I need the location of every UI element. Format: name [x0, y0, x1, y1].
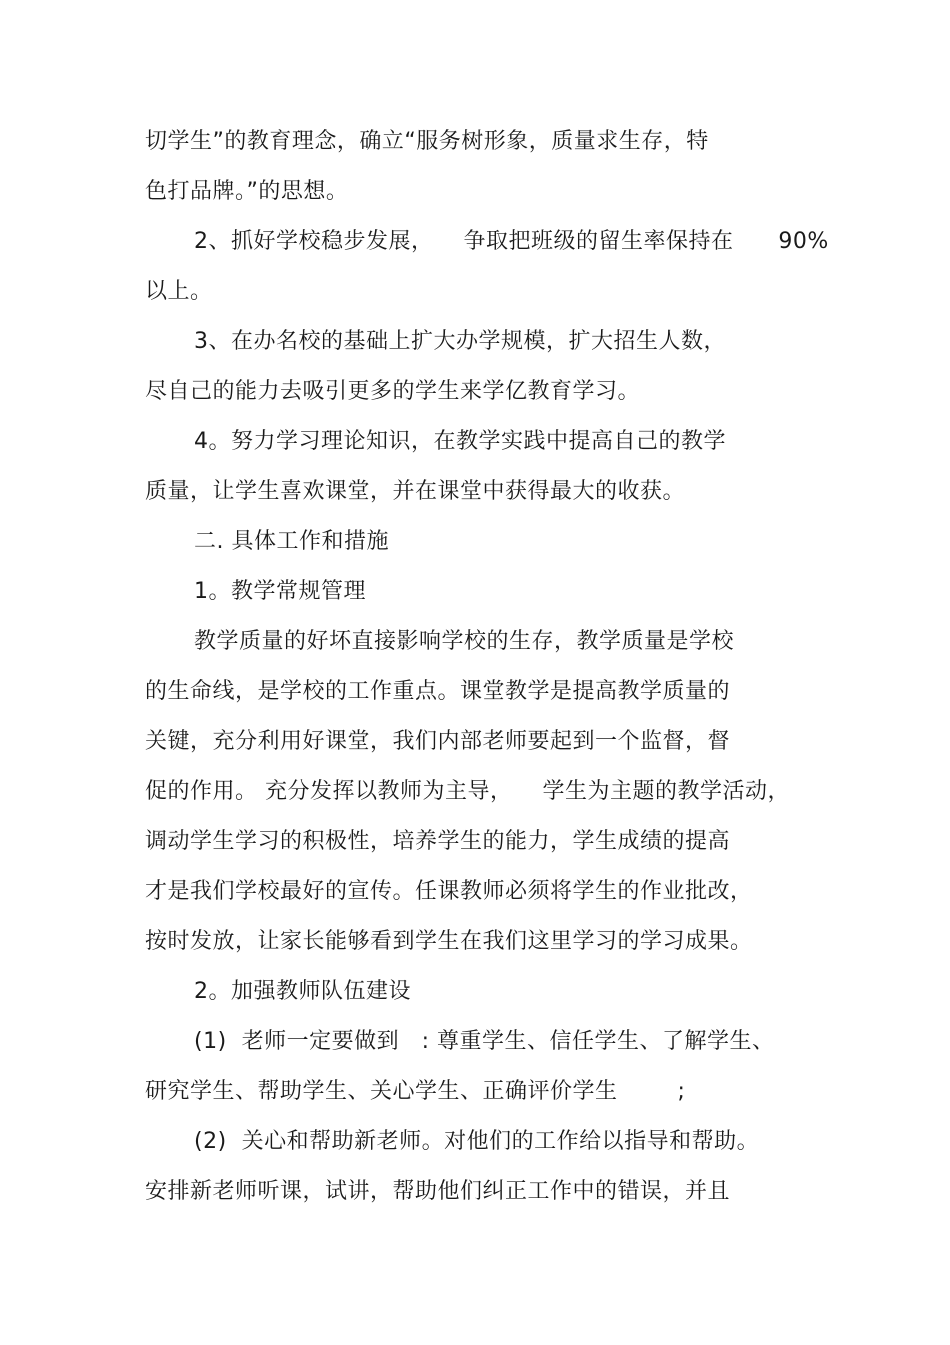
text-line: 2、抓好学校稳步发展， 争取把班级的留生率保持在 90%: [194, 229, 829, 254]
text-line: 安排新老师听课，试讲，帮助他们纠正工作中的错误，并且: [145, 1179, 731, 1204]
text-line: 3、在办名校的基础上扩大办学规模，扩大招生人数，: [194, 329, 726, 354]
text-line: 切学生”的教育理念，确立“服务树形象，质量求生存，特: [145, 129, 709, 154]
subsection-heading: 1。教学常规管理: [194, 579, 366, 604]
text-line: 的生命线，是学校的工作重点。课堂教学是提高教学质量的: [145, 679, 731, 704]
text-line: 才是我们学校最好的宣传。任课教师必须将学生的作业批改，: [145, 879, 753, 904]
text-line: 促的作用。 充分发挥以教师为主导， 学生为主题的教学活动，: [145, 779, 790, 804]
text-line: 教学质量的好坏直接影响学校的生存，教学质量是学校: [194, 629, 735, 654]
text-line: 尽自己的能力去吸引更多的学生来学亿教育学习。: [145, 379, 641, 404]
text-line: 按时发放，让家长能够看到学生在我们这里学习的学习成果。: [145, 929, 753, 954]
text-line: 关键，充分利用好课堂，我们内部老师要起到一个监督，督: [145, 729, 731, 754]
section-heading: 二. 具体工作和措施: [194, 529, 389, 554]
text-line: 质量，让学生喜欢课堂，并在课堂中获得最大的收获。: [145, 479, 686, 504]
text-line: 色打品牌。”的思想。: [145, 179, 349, 204]
text-line: 调动学生学习的积极性，培养学生的能力，学生成绩的提高: [145, 829, 731, 854]
text-line: 4。努力学习理论知识，在教学实践中提高自己的教学: [194, 429, 726, 454]
text-line: 研究学生、帮助学生、关心学生、正确评价学生 ;: [145, 1079, 686, 1104]
text-line: 以上。: [145, 279, 213, 304]
text-line: (1) 老师一定要做到 : 尊重学生、信任学生、了解学生、: [194, 1029, 775, 1054]
text-line: (2) 关心和帮助新老师。对他们的工作给以指导和帮助。: [194, 1129, 760, 1154]
subsection-heading: 2。加强教师队伍建设: [194, 979, 411, 1004]
